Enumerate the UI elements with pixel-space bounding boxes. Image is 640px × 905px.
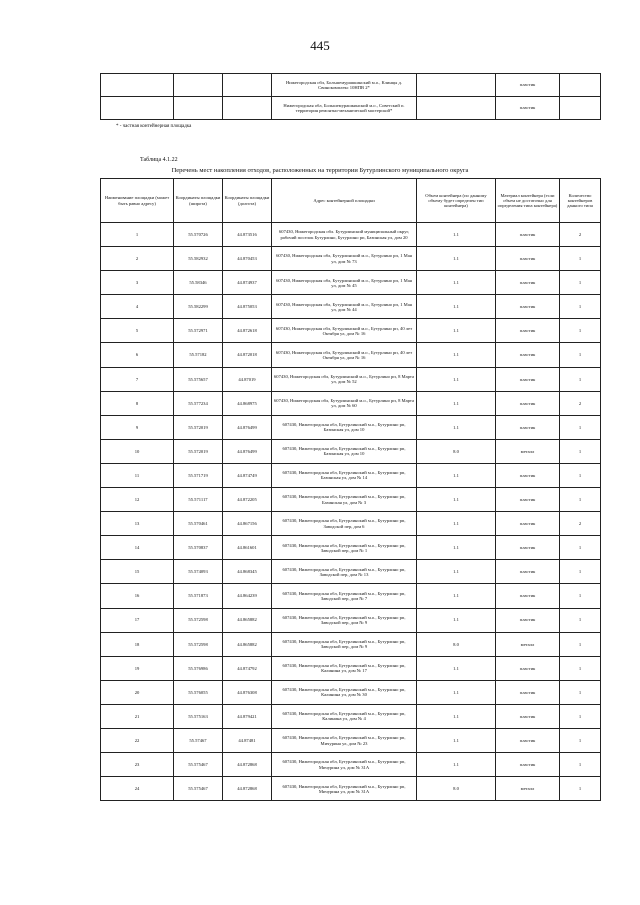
cell-address: 607430, Нижегородская обл, Бутурлинский м.о., Бутурлино рп, Заводской пер, дом № 9	[272, 632, 417, 656]
cell-address: 607430, Нижегородская обл, Бутурлинский м.о., Бутурлино рп, Калинина ул, дом № 17	[272, 656, 417, 680]
cell-latitude: 55.570461	[174, 512, 223, 536]
table-row	[101, 463, 601, 487]
cell-volume: 1.1	[417, 223, 496, 247]
page-number: 445	[310, 38, 330, 53]
cell-quantity: 1	[560, 439, 601, 463]
table-row	[101, 632, 601, 656]
cell-longitude: 44.876499	[223, 439, 272, 463]
cell-address: 607430, Нижегородская обл, Бутурлинский м.о., Бутурлино рп, Базинская ул, дом 10	[272, 415, 417, 439]
cell-material: пластик	[496, 74, 560, 97]
cell-longitude: 44.867156	[223, 512, 272, 536]
cell-site-name: 24	[101, 777, 174, 801]
cell-site-name: 5	[101, 319, 174, 343]
table-row	[101, 247, 601, 271]
table-row	[101, 536, 601, 560]
cell-address: 607430, Нижегородская обл, Бутурлинский м.о., Бутурлино рп, 1 Мая ул, дом № 44	[272, 295, 417, 319]
table-row	[101, 271, 601, 295]
cell-latitude: 55.575467	[174, 753, 223, 777]
cell-material: пластик	[496, 512, 560, 536]
cell-quantity: 1	[560, 728, 601, 752]
cell-longitude: 44.864239	[223, 584, 272, 608]
cell-site-name	[101, 97, 174, 120]
waste-sites-table	[100, 178, 601, 801]
cell-volume: 1.1	[417, 584, 496, 608]
cell-volume	[417, 97, 496, 120]
header-material: Материал контейнера (если объем не достаточно для определения типа контейнера)	[496, 179, 560, 223]
cell-longitude: 44.872018	[223, 343, 272, 367]
cell-longitude: 44.876499	[223, 415, 272, 439]
table-row	[101, 753, 601, 777]
cell-longitude: 44.873516	[223, 223, 272, 247]
cell-volume: 1.1	[417, 536, 496, 560]
cell-material: металл	[496, 632, 560, 656]
table-caption: Перечень мест накопления отходов, расположенных на территории Бутурлинского муниципального округа	[171, 167, 469, 174]
cell-latitude: 55.576055	[174, 680, 223, 704]
cell-site-name: 13	[101, 512, 174, 536]
cell-quantity: 1	[560, 295, 601, 319]
cell-address: 607430, Нижегородская обл, Бутурлинский м.о., Бутурлино рп, Заводской пер, дом № 9	[272, 608, 417, 632]
cell-material: пластик	[496, 343, 560, 367]
cell-address: 607430, Нижегородская обл, Бутурлинский м.о., Бутурлино рп, Калинина ул, дом № 4	[272, 704, 417, 728]
cell-volume: 1.1	[417, 415, 496, 439]
continuation-table	[100, 73, 601, 120]
cell-material: пластик	[496, 560, 560, 584]
cell-site-name: 23	[101, 753, 174, 777]
table-row	[101, 295, 601, 319]
cell-longitude: 44.872868	[223, 777, 272, 801]
table-row	[101, 343, 601, 367]
cell-latitude: 55.582932	[174, 247, 223, 271]
cell-quantity: 1	[560, 656, 601, 680]
cell-site-name: 1	[101, 223, 174, 247]
cell-latitude: 55.572019	[174, 439, 223, 463]
cell-latitude	[174, 97, 223, 120]
cell-site-name: 18	[101, 632, 174, 656]
table-row	[101, 97, 601, 120]
cell-latitude: 55.582299	[174, 295, 223, 319]
header-latitude: Координаты площадки (широта)	[174, 179, 223, 223]
table-row	[101, 728, 601, 752]
cell-quantity: 1	[560, 777, 601, 801]
cell-volume: 1.1	[417, 367, 496, 391]
cell-quantity: 1	[560, 319, 601, 343]
cell-address: 607430, Нижегородская обл, Бутурлинский м.о., Бутурлино рп, 1 Мая ул, дом № 45	[272, 271, 417, 295]
cell-site-name: 21	[101, 704, 174, 728]
cell-quantity: 1	[560, 584, 601, 608]
cell-address: 607430, Нижегородская обл, Бутурлинский м.о., Бутурлино рп, Заводской пер, дом 6	[272, 512, 417, 536]
cell-longitude: 44.874792	[223, 656, 272, 680]
cell-latitude: 55.57182	[174, 343, 223, 367]
cell-latitude: 55.58346	[174, 271, 223, 295]
cell-volume: 1.1	[417, 656, 496, 680]
cell-address: 607430, Нижегородская обл, Бутурлинский м.о., Бутурлино рп, Мичурина ул, дом № 31А	[272, 777, 417, 801]
cell-site-name	[101, 74, 174, 97]
cell-site-name: 14	[101, 536, 174, 560]
cell-longitude: 44.872618	[223, 319, 272, 343]
cell-longitude: 44.876308	[223, 680, 272, 704]
cell-address: 607430, Нижегородская обл, Бутурлинский м.о., Бутурлино рп, 8 Марта ул, дом № 52	[272, 367, 417, 391]
table-row	[101, 608, 601, 632]
cell-volume: 1.1	[417, 319, 496, 343]
header-volume: Объем контейнера (по данному объему будет определен тип контейнера)	[417, 179, 496, 223]
cell-longitude: 44.868975	[223, 391, 272, 415]
cell-quantity: 1	[560, 608, 601, 632]
cell-longitude: 44.861601	[223, 536, 272, 560]
table-label: Таблица 4.1.22	[140, 157, 178, 163]
cell-longitude: 44.875053	[223, 295, 272, 319]
cell-material: пластик	[496, 728, 560, 752]
cell-material: пластик	[496, 680, 560, 704]
cell-latitude: 55.574093	[174, 560, 223, 584]
cell-longitude: 44.872205	[223, 488, 272, 512]
cell-material: пластик	[496, 247, 560, 271]
cell-quantity: 1	[560, 271, 601, 295]
cell-volume: 1.1	[417, 512, 496, 536]
cell-volume: 1.1	[417, 343, 496, 367]
cell-quantity: 1	[560, 367, 601, 391]
cell-material: пластик	[496, 271, 560, 295]
cell-latitude: 55.575163	[174, 704, 223, 728]
cell-address: 607430, Нижегородская обл, Бутурлинский м.о., Бутурлино рп, 40 лет Октября ул, дом № 16	[272, 319, 417, 343]
cell-longitude: 44.87481	[223, 728, 272, 752]
cell-material: пластик	[496, 391, 560, 415]
cell-latitude: 55.571117	[174, 488, 223, 512]
cell-quantity: 1	[560, 488, 601, 512]
cell-material: пластик	[496, 753, 560, 777]
cell-quantity	[560, 74, 601, 97]
table-row	[101, 512, 601, 536]
cell-site-name: 9	[101, 415, 174, 439]
table-row	[101, 704, 601, 728]
cell-address: 607430, Нижегородская обл, Бутурлинский м.о., Бутурлино рп, 1 Мая ул, дом № 73	[272, 247, 417, 271]
header-longitude: Координаты площадки (долгота)	[223, 179, 272, 223]
cell-quantity: 1	[560, 463, 601, 487]
header-address: Адрес контейнерной площадки	[272, 179, 417, 223]
table-row	[101, 560, 601, 584]
cell-site-name: 2	[101, 247, 174, 271]
table-header-row	[101, 179, 601, 223]
cell-address: 607430, Нижегородская обл, Бутурлинский м.о., Бутурлино рп, Калинина ул, дом № 30	[272, 680, 417, 704]
cell-material: пластик	[496, 463, 560, 487]
cell-site-name: 7	[101, 367, 174, 391]
cell-quantity: 2	[560, 512, 601, 536]
table-row	[101, 488, 601, 512]
cell-longitude: 44.865882	[223, 608, 272, 632]
table-row	[101, 367, 601, 391]
table-row	[101, 391, 601, 415]
cell-volume: 1.1	[417, 753, 496, 777]
cell-latitude: 55.575657	[174, 367, 223, 391]
table-row	[101, 415, 601, 439]
cell-material: пластик	[496, 319, 560, 343]
table-row	[101, 680, 601, 704]
cell-latitude: 55.57467	[174, 728, 223, 752]
cell-site-name: 19	[101, 656, 174, 680]
cell-quantity: 1	[560, 753, 601, 777]
cell-longitude: 44.87019	[223, 367, 272, 391]
table-row	[101, 584, 601, 608]
cell-address: 607430, Нижегородская обл, Бутурлинский м.о., Бутурлино рп, Заводской пер, дом № 13	[272, 560, 417, 584]
cell-quantity: 2	[560, 391, 601, 415]
cell-material: пластик	[496, 656, 560, 680]
cell-address: 607430, Нижегородская обл. Бутурлинский муниципальный округ, рабочий поселок Бутурлино, Бутурлино рп, Базинская ул, дом 20	[272, 223, 417, 247]
cell-latitude: 55.570837	[174, 536, 223, 560]
cell-address: 607430, Нижегородская обл, Бутурлинский м.о., Бутурлино рп, Заводской пер, дом № 7	[272, 584, 417, 608]
table-row	[101, 439, 601, 463]
table-row	[101, 656, 601, 680]
cell-quantity: 2	[560, 223, 601, 247]
cell-volume: 1.1	[417, 608, 496, 632]
cell-longitude: 44.870453	[223, 247, 272, 271]
cell-material: металл	[496, 777, 560, 801]
cell-material: пластик	[496, 223, 560, 247]
cell-material: пластик	[496, 608, 560, 632]
cell-longitude: 44.872868	[223, 753, 272, 777]
table-row	[101, 74, 601, 97]
cell-longitude	[223, 74, 272, 97]
cell-site-name: 16	[101, 584, 174, 608]
cell-material: пластик	[496, 704, 560, 728]
cell-address: 607430, Нижегородская обл, Бутурлинский м.о., Бутурлино рп, Базинская ул, дом 10	[272, 439, 417, 463]
cell-material: пластик	[496, 295, 560, 319]
cell-longitude: 44.865882	[223, 632, 272, 656]
cell-volume: 1.1	[417, 391, 496, 415]
cell-site-name: 10	[101, 439, 174, 463]
cell-quantity: 1	[560, 680, 601, 704]
header-site-name: Наименование площадки (может быть равно адресу)	[101, 179, 174, 223]
cell-address: 607430, Нижегородская обл, Бутурлинский м.о., Бутурлино рп, Заводской пер, дом № 1	[272, 536, 417, 560]
cell-material: пластик	[496, 97, 560, 120]
footnote: * - частная контейнерная площадка	[116, 124, 192, 129]
cell-volume	[417, 74, 496, 97]
cell-longitude: 44.868345	[223, 560, 272, 584]
cell-site-name: 11	[101, 463, 174, 487]
cell-latitude: 55.572971	[174, 319, 223, 343]
cell-address: 607430, Нижегородская обл, Бутурлинский м.о., Бутурлино рп, Мичурина ул, дом № 31А	[272, 753, 417, 777]
cell-longitude: 44.874749	[223, 463, 272, 487]
cell-address: 607430, Нижегородская обл, Бутурлинский м.о., Бутурлино рп, Базинская ул, дом № 3	[272, 488, 417, 512]
cell-address: 607430, Нижегородская обл, Бутурлинский м.о., Бутурлино рп, Базинская ул, дом № 14	[272, 463, 417, 487]
cell-quantity: 1	[560, 247, 601, 271]
cell-latitude: 55.576986	[174, 656, 223, 680]
cell-quantity: 1	[560, 704, 601, 728]
cell-volume: 1.1	[417, 488, 496, 512]
cell-latitude	[174, 74, 223, 97]
cell-address: 607430, Нижегородская обл, Бутурлинский м.о., Бутурлино рп, 40 лет Октября ул, дом № 16	[272, 343, 417, 367]
cell-longitude: 44.874937	[223, 271, 272, 295]
cell-volume: 1.1	[417, 560, 496, 584]
cell-latitude: 55.572598	[174, 632, 223, 656]
cell-quantity: 1	[560, 632, 601, 656]
cell-longitude: 44.879421	[223, 704, 272, 728]
cell-quantity: 1	[560, 415, 601, 439]
cell-latitude: 55.575467	[174, 777, 223, 801]
cell-address: 607430, Нижегородская обл, Бутурлинский м.о., Бутурлино рп, Мичурина ул, дом № 23	[272, 728, 417, 752]
cell-volume: 1.1	[417, 704, 496, 728]
cell-address: Нижегородская обл, Большемурашкинский м.о., Советский п. территория ремонтно-механической мастерской*	[272, 97, 417, 120]
table-row	[101, 777, 601, 801]
cell-latitude: 55.571719	[174, 463, 223, 487]
cell-site-name: 17	[101, 608, 174, 632]
cell-material: пластик	[496, 415, 560, 439]
cell-longitude	[223, 97, 272, 120]
cell-site-name: 20	[101, 680, 174, 704]
cell-site-name: 15	[101, 560, 174, 584]
cell-volume: 1.1	[417, 728, 496, 752]
cell-site-name: 4	[101, 295, 174, 319]
cell-quantity: 1	[560, 343, 601, 367]
cell-site-name: 22	[101, 728, 174, 752]
cell-quantity: 1	[560, 536, 601, 560]
cell-site-name: 8	[101, 391, 174, 415]
header-quantity: Количество контейнеров данного типа	[560, 179, 601, 223]
cell-address: Нижегородская обл, Большемурашкинский м.о., Клинцы д. Свинокомплекс 10НПВ 2*	[272, 74, 417, 97]
cell-quantity: 1	[560, 560, 601, 584]
cell-volume: 8.0	[417, 777, 496, 801]
cell-site-name: 12	[101, 488, 174, 512]
cell-volume: 1.1	[417, 295, 496, 319]
cell-material: металл	[496, 439, 560, 463]
cell-address: 607430, Нижегородская обл, Бутурлинский м.о., Бутурлино рп, 8 Марта ул, дом № 60	[272, 391, 417, 415]
cell-latitude: 55.572019	[174, 415, 223, 439]
cell-site-name: 3	[101, 271, 174, 295]
cell-volume: 8.0	[417, 632, 496, 656]
cell-quantity	[560, 97, 601, 120]
cell-material: пластик	[496, 488, 560, 512]
cell-volume: 1.1	[417, 463, 496, 487]
cell-volume: 1.1	[417, 247, 496, 271]
cell-latitude: 55.577234	[174, 391, 223, 415]
cell-material: пластик	[496, 584, 560, 608]
table-row	[101, 223, 601, 247]
table-row	[101, 319, 601, 343]
cell-volume: 1.1	[417, 680, 496, 704]
cell-latitude: 55.571873	[174, 584, 223, 608]
cell-latitude: 55.572598	[174, 608, 223, 632]
cell-material: пластик	[496, 367, 560, 391]
cell-volume: 8.0	[417, 439, 496, 463]
cell-site-name: 6	[101, 343, 174, 367]
cell-volume: 1.1	[417, 271, 496, 295]
cell-material: пластик	[496, 536, 560, 560]
cell-latitude: 55.570726	[174, 223, 223, 247]
